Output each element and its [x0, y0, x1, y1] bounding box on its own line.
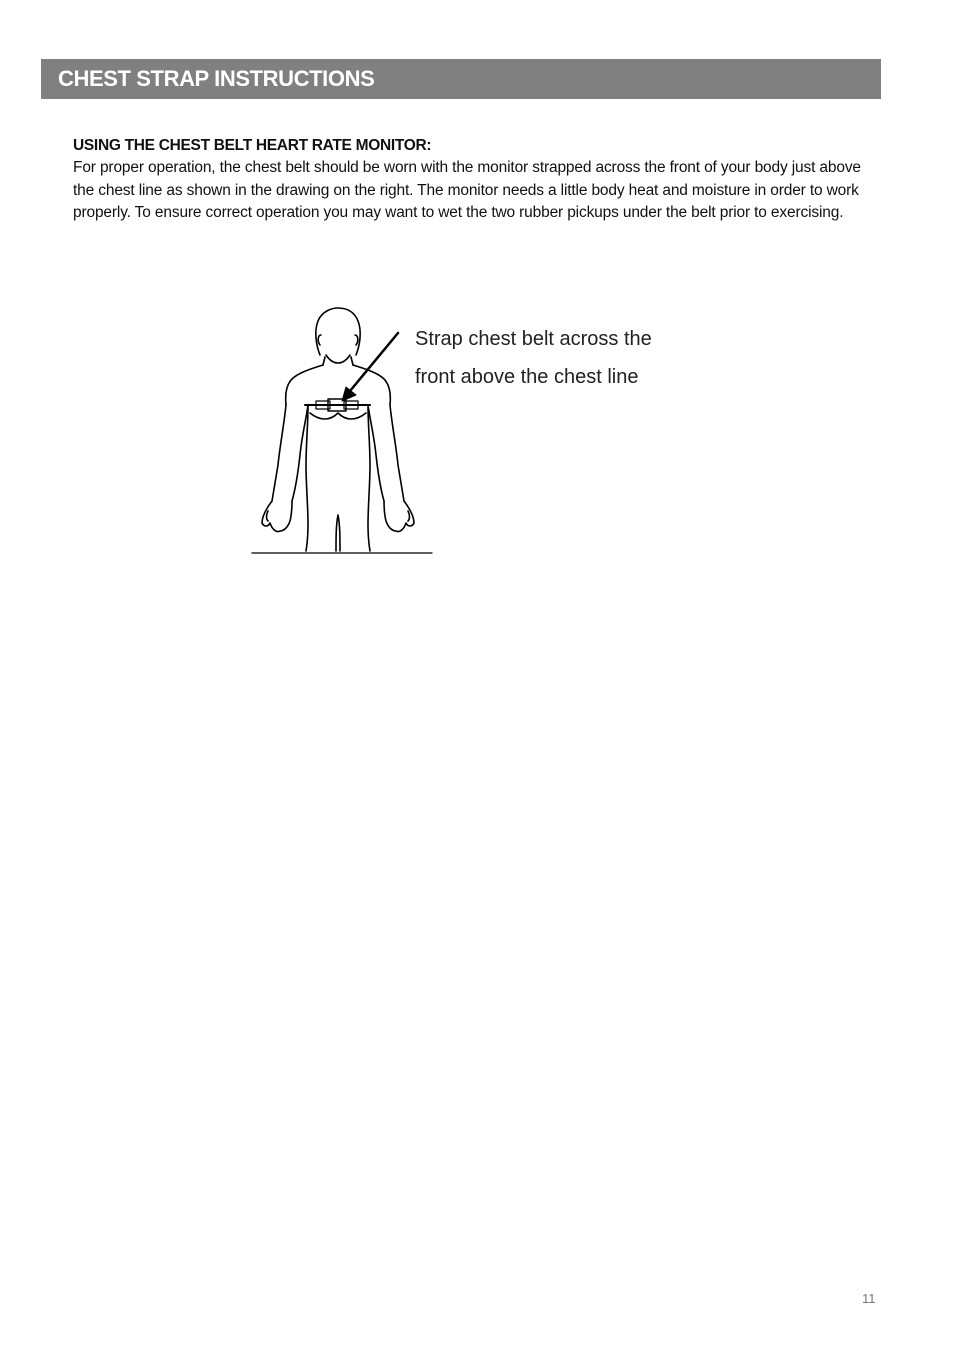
caption-line-1: Strap chest belt across the	[415, 328, 652, 350]
section-header-bar	[41, 59, 881, 99]
section-body-text: For proper operation, the chest belt should be worn with the monitor strapped across the front of your body just above the chest line as shown in the drawing on the right. The monitor needs a little body heat and moisture in order to work properly. To ensure correct operation you may want to wet the two rubber pickups under the belt prior to exercising.	[73, 159, 861, 221]
page-number: 11	[862, 1291, 876, 1306]
illustration-caption	[415, 320, 715, 396]
instructions-section	[73, 135, 863, 225]
page-title: CHEST STRAP INSTRUCTIONS	[58, 66, 375, 91]
body-outline-icon	[250, 305, 440, 555]
caption-line-2: front above the chest line	[415, 366, 639, 388]
chest-belt-illustration	[250, 305, 440, 555]
section-heading: USING THE CHEST BELT HEART RATE MONITOR:	[73, 137, 432, 154]
